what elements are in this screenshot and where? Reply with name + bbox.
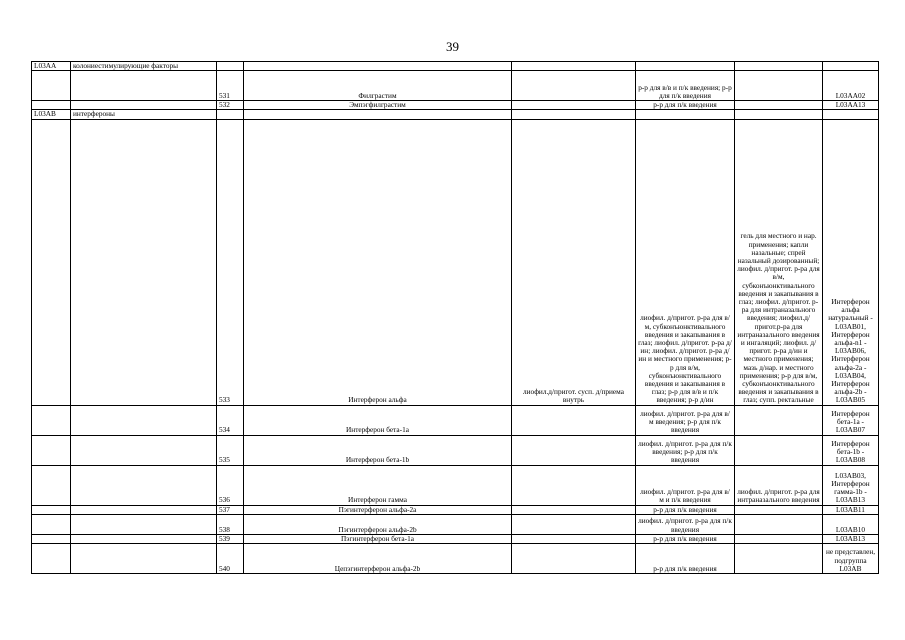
dosage-form-1: лиофил.д/пригот. сусп. д/приема внутрь [512,119,636,405]
group-name: интерфероны [71,110,217,119]
dosage-form-3 [735,544,823,574]
row-number: 539 [217,534,244,543]
group-name: колониестимулирующие факторы [71,62,217,71]
atc-code: Интерферон бета-1b - L03AB08 [823,435,879,465]
dosage-form-3: лиофил. д/пригот. р-ра для интраназального введения [735,465,823,505]
drug-name: Пэгинтерферон альфа-2b [244,514,512,534]
table-row [32,505,879,514]
drug-name: Пэгинтерферон альфа-2a [244,505,512,514]
group-code: L03AA [32,62,71,71]
row-number: 536 [217,465,244,505]
table-row [32,514,879,534]
table-row [32,534,879,543]
dosage-form-2: р-р для п/к введения [636,544,735,574]
row-number: 534 [217,405,244,435]
row-number: 532 [217,101,244,110]
table-row [32,71,879,101]
dosage-form-3 [735,534,823,543]
drug-name: Цепэгинтерферон альфа-2b [244,544,512,574]
drug-table [31,61,879,574]
dosage-form-1 [512,101,636,110]
atc-code: Интерферон альфа натуральный - L03AB01, Интерферон альфа-n1 - L03AB06, Интерферон альфа-2а - L03AB04, Интерферон альфа-2b - L03AB05 [823,119,879,405]
dosage-form-2: лиофил. д/пригот. р-ра для п/к введения [636,514,735,534]
dosage-form-3 [735,505,823,514]
atc-code: L03AB10 [823,514,879,534]
drug-name: Интерферон гамма [244,465,512,505]
table-row [32,435,879,465]
group-code: L03AB [32,110,71,119]
table-row [32,101,879,110]
drug-name: Интерферон бета-1b [244,435,512,465]
row-number: 537 [217,505,244,514]
atc-code: Интерферон бета-1а - L03AB07 [823,405,879,435]
table-row [32,110,879,119]
dosage-form-1 [512,534,636,543]
drug-name: Пэгинтерферон бета-1a [244,534,512,543]
dosage-form-1 [512,465,636,505]
dosage-form-3: гель для местного и нар. применения; капли назальные; спрей назальный дозированный; лиофил. д/пригот. р-ра для в/м, субконъюнктивального введения и закапывания в глаз; лиофил. д/пригот. р-ра для интраназального введения; лиофил.д/пригот.р-ра для интраназального введения и ингаляций; лиофил. д/пригот. р-ра д/ин и местного применения; мазь д/нар. и местного применения; р-р для в/м, субконъюнктивального введения и закапывания в глаз; супп. ректальные [735,119,823,405]
row-number: 533 [217,119,244,405]
atc-code: L03AB03, Интерферон гамма-1b - L03AB13 [823,465,879,505]
dosage-form-1 [512,71,636,101]
drug-name: Интерферон бета-1a [244,405,512,435]
dosage-form-3 [735,101,823,110]
dosage-form-2: р-р для п/к введения [636,101,735,110]
row-number: 535 [217,435,244,465]
table-row [32,405,879,435]
dosage-form-2: р-р для п/к введения [636,534,735,543]
table-row [32,544,879,574]
row-number: 531 [217,71,244,101]
page-number: 39 [446,39,459,54]
dosage-form-1 [512,544,636,574]
dosage-form-1 [512,514,636,534]
drug-name: Интерферон альфа [244,119,512,405]
dosage-form-2: р-р для в/в и п/к введения; р-р для п/к введения [636,71,735,101]
table-row [32,119,879,405]
drug-name: Филграстим [244,71,512,101]
atc-code: L03AA02 [823,71,879,101]
dosage-form-2: лиофил. д/пригот. р-ра для в/м введения; р-р для п/к введения [636,405,735,435]
dosage-form-3 [735,435,823,465]
drug-name: Эмпэгфилграстим [244,101,512,110]
dosage-form-1 [512,505,636,514]
row-number: 540 [217,544,244,574]
dosage-form-3 [735,514,823,534]
atc-code: не представлен, подгруппа L03AB [823,544,879,574]
dosage-form-1 [512,405,636,435]
dosage-form-2: лиофил. д/пригот. р-ра для п/к введения; р-р для п/к введения [636,435,735,465]
table-row [32,62,879,71]
dosage-form-2: р-р для п/к введения [636,505,735,514]
dosage-form-3 [735,405,823,435]
dosage-form-1 [512,435,636,465]
dosage-form-2: лиофил. д/пригот. р-ра для в/м и п/к введения [636,465,735,505]
atc-code: L03AB11 [823,505,879,514]
table-row [32,465,879,505]
row-number: 538 [217,514,244,534]
atc-code: L03AB13 [823,534,879,543]
dosage-form-2: лиофил. д/пригот. р-ра для в/м, субконъюнктивального введения и закапывания в глаз; лиофил. д/пригот. р-ра д/ин; лиофил. д/пригот. р-ра д/ин и местного применения; р-р для в/м, субконъюнктивального введения и закапывания в глаз; р-р для в/в и п/к введения; р-р д/ин [636,119,735,405]
atc-code: L03AA13 [823,101,879,110]
dosage-form-3 [735,71,823,101]
